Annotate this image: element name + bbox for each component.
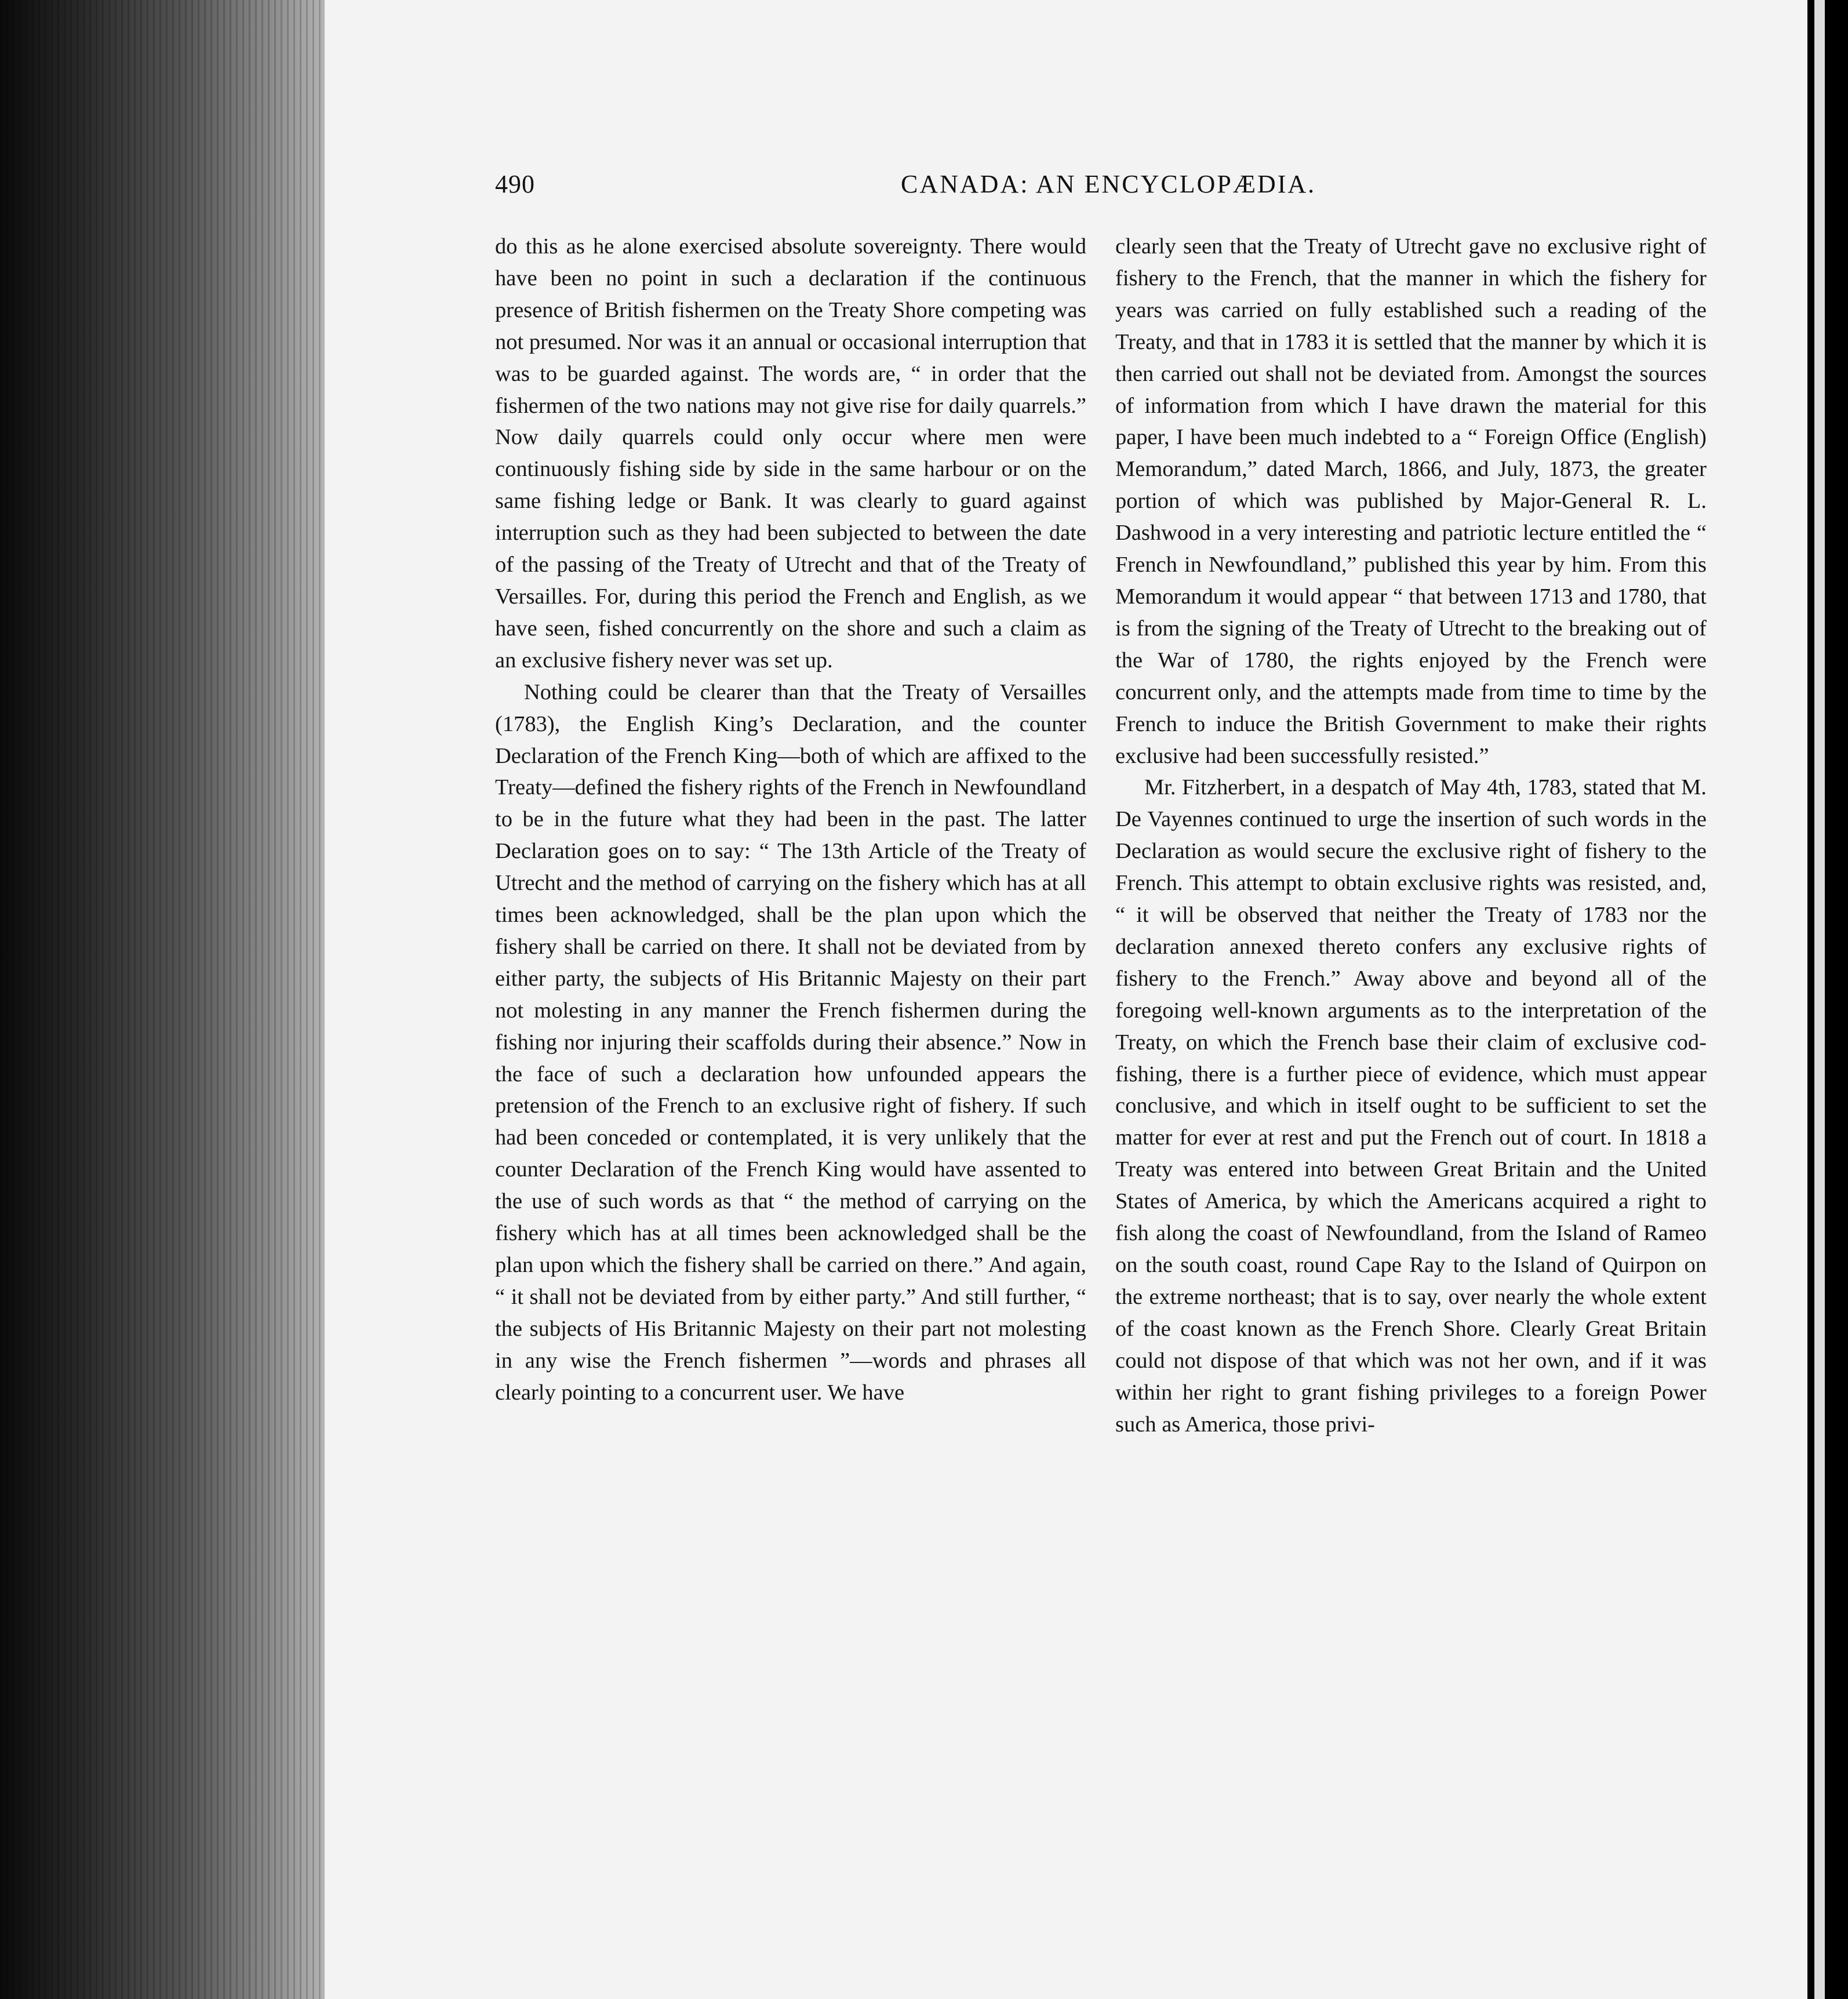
edge-strip [1814,0,1825,1999]
right-paragraph-2: Mr. Fitzherbert, in a despatch of May 4th, 1783, stated that M. De Vayennes continued to urge the insertion of such words in the Declaration as would secure the exclusive right of fishery to the French. This attempt to obtain exclusive rights was resisted, and, “ it will be observed that neither the Treaty of 1783 nor the declaration annexed thereto confers any exclusive rights of fishery to the French.” Away above and beyond all of the foregoing well-known arguments as to the interpretation of the Treaty, on which the French base their claim of exclusive cod-fishing, there is a further piece of evidence, which must appear conclusive, and which in itself ought to be sufficient to set the matter for ever at rest and put the French out of court. In 1818 a Treaty was entered into between Great Britain and the United States of America, by which the Americans acquired a right to fish along the coast of Newfoundland, from the Island of Rameo on the south coast, round Cape Ray to the Island of Quirpon on the extreme northeast; that is to say, over nearly the whole extent of the coast known as the French Shore. Clearly Great Britain could not dispose of that which was not her own, and if it was within her right to grant fishing privileges to a foreign Power such as America, those privi- [1115,775,1707,1437]
right-paragraph-1: clearly seen that the Treaty of Utrecht gave no exclusive right of fishery to the French, that the manner in which the fishery for years was carried on fully established such a reading of the Treaty, and that in 1783 it is settled that the manner by which it is then carried out shall not be deviated from. Amongst the sources of information from which I have drawn the material for this paper, I have been much indebted to a “ Foreign Office (English) Memorandum,” dated March, 1866, and July, 1873, the greater portion of which was published by Major-General R. L. Dashwood in a very interesting and patriotic lecture entitled the “ French in Newfoundland,” published this year by him. From this Memorandum it would appear “ that between 1713 and 1780, that is from the signing of the Treaty of Utrecht to the breaking out of the War of 1780, the rights enjoyed by the French were concurrent only, and the attempts made from time to time by the French to induce the British Government to make their rights exclusive had been successfully resisted.” [1115,234,1707,768]
right-text-column [1115,231,1707,1440]
binding-shadow [0,0,336,1999]
right-page-edge [1807,0,1848,1999]
page-number: 490 [495,170,535,198]
left-paragraph-1: do this as he alone exercised absolute sovereignty. There would have been no point in such a declaration if the continuous presence of British fishermen on the Treaty Shore competing was not presumed. Nor was it an annual or occasional interruption that was to be guarded against. The words are, “ in order that the fishermen of the two nations may not give rise for daily quarrels.” Now daily quarrels could only occur where men were continuously fishing side by side in the same harbour or on the same fishing ledge or Bank. It was clearly to guard against interruption such as they had been subjected to between the date of the passing of the Treaty of Utrecht and that of the Treaty of Versailles. For, during this period the French and English, as we have seen, fished concurrently on the shore and such a claim as an exclusive fishery never was set up. [495,234,1086,673]
left-text-column [495,231,1086,1409]
header-title: CANADA: AN ENCYCLOPÆDIA. [901,170,1316,198]
running-header [495,169,1712,210]
left-paragraph-2: Nothing could be clearer than that the Treaty of Versailles (1783), the English King’s Declaration, and the counter Declaration of the French King—both of which are affixed to the Treaty—defined the fishery rights of the French in Newfoundland to be in the future what they had been in the past. The latter Declaration goes on to say: “ The 13th Article of the Treaty of Utrecht and the method of carrying on the fishery which has at all times been acknowledged, shall be the plan upon which the fishery shall be carried on there. It shall not be deviated from by either party, the subjects of His Britannic Majesty on their part not molesting in any manner the French fishermen during the fishing nor injuring their scaffolds during their absence.” Now in the face of such a declaration how unfounded appears the pretension of the French to an exclusive right of fishery. If such had been conceded or contemplated, it is very unlikely that the counter Declaration of the French King would have assented to the use of such words as that “ the method of carrying on the fishery which has at all times been acknowledged shall be the plan upon which the fishery shall be carried on there.” And again, “ it shall not be deviated from by either party.” And still further, “ the subjects of His Britannic Majesty on their part not molesting in any wise the French fishermen ”—words and phrases all clearly pointing to a concurrent user. We have [495,679,1086,1405]
